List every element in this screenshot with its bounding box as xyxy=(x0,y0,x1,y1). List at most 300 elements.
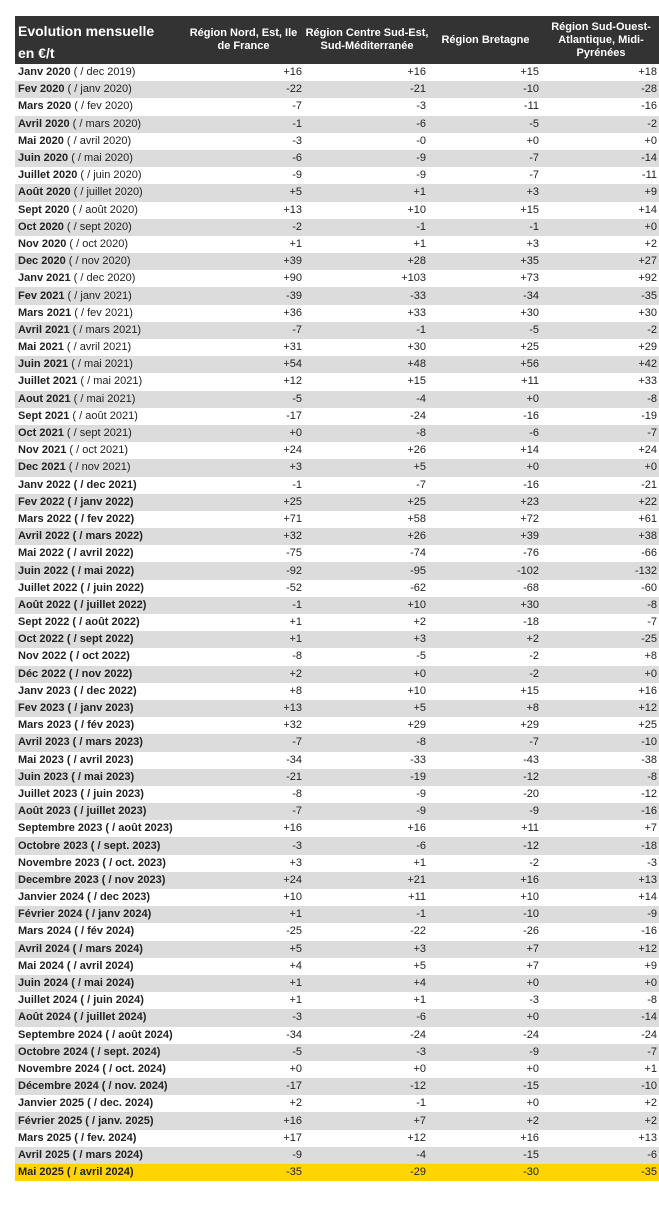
cell-region-sud-ouest: -7 xyxy=(542,425,659,442)
row-previous-period: ( / juillet 2020) xyxy=(70,186,143,199)
cell-region-bretagne: +15 xyxy=(429,64,542,81)
row-month: Mars 2020 xyxy=(18,100,72,113)
cell-region-centre: +48 xyxy=(305,356,429,373)
cell-region-bretagne: +14 xyxy=(429,442,542,459)
cell-region-nord: -7 xyxy=(182,734,305,751)
cell-region-sud-ouest: +18 xyxy=(542,64,659,81)
cell-region-centre: +10 xyxy=(305,683,429,700)
cell-region-nord: +39 xyxy=(182,253,305,270)
row-previous-period: ( / dec 2019) xyxy=(70,66,136,79)
table-row xyxy=(15,666,659,683)
cell-region-centre: -8 xyxy=(305,425,429,442)
cell-region-centre: -95 xyxy=(305,562,429,579)
cell-region-sud-ouest: +12 xyxy=(542,700,659,717)
row-period-label xyxy=(15,820,182,837)
table-row xyxy=(15,562,659,579)
table-row xyxy=(15,253,659,270)
table-body xyxy=(15,64,659,1181)
cell-region-centre: -24 xyxy=(305,1027,429,1044)
cell-region-nord: -17 xyxy=(182,408,305,425)
row-period-label xyxy=(15,133,182,150)
row-month: Nov 2020 xyxy=(18,237,67,250)
cell-region-sud-ouest: +14 xyxy=(542,889,659,906)
table-row xyxy=(15,1061,659,1078)
cell-region-sud-ouest: -14 xyxy=(542,1009,659,1026)
row-period-label xyxy=(15,425,182,442)
cell-region-nord: -39 xyxy=(182,287,305,304)
row-previous-period: ( / oct 2020) xyxy=(66,237,129,250)
cell-region-bretagne: +29 xyxy=(429,717,542,734)
cell-region-sud-ouest: -19 xyxy=(542,408,659,425)
row-previous-period: ( / avril 2021) xyxy=(63,341,132,354)
cell-region-bretagne: -1 xyxy=(429,219,542,236)
cell-region-centre: -3 xyxy=(305,1044,429,1061)
cell-region-nord: -92 xyxy=(182,562,305,579)
cell-region-nord: +2 xyxy=(182,666,305,683)
cell-region-sud-ouest: +8 xyxy=(542,648,659,665)
cell-region-bretagne: -2 xyxy=(429,648,542,665)
cell-region-sud-ouest: -25 xyxy=(542,631,659,648)
cell-region-nord: +1 xyxy=(182,631,305,648)
row-period-label xyxy=(15,889,182,906)
table-row xyxy=(15,614,659,631)
row-month: Dec 2021 xyxy=(18,461,66,474)
row-month: Juin 2024 ( / mai 2024) xyxy=(18,977,135,990)
row-previous-period: ( / mai 2021) xyxy=(70,392,136,405)
row-month: Juin 2021 xyxy=(18,358,69,371)
cell-region-nord: +25 xyxy=(182,494,305,511)
cell-region-centre: +29 xyxy=(305,717,429,734)
row-period-label xyxy=(15,837,182,854)
cell-region-nord: +54 xyxy=(182,356,305,373)
cell-region-nord: +10 xyxy=(182,889,305,906)
table-row xyxy=(15,425,659,442)
cell-region-sud-ouest: +14 xyxy=(542,202,659,219)
row-period-label xyxy=(15,1027,182,1044)
cell-region-sud-ouest: -21 xyxy=(542,477,659,494)
row-period-label xyxy=(15,597,182,614)
row-month: Mars 2024 ( / fév 2024) xyxy=(18,925,135,938)
table-row xyxy=(15,855,659,872)
cell-region-centre: +30 xyxy=(305,339,429,356)
row-period-label xyxy=(15,391,182,408)
row-period-label xyxy=(15,992,182,1009)
table-row xyxy=(15,373,659,390)
row-period-label xyxy=(15,631,182,648)
row-month: Mars 2025 ( / fev. 2024) xyxy=(18,1131,137,1144)
row-month: Mai 2022 ( / avril 2022) xyxy=(18,547,134,560)
row-period-label xyxy=(15,202,182,219)
cell-region-bretagne: -34 xyxy=(429,287,542,304)
cell-region-centre: -5 xyxy=(305,648,429,665)
table-row xyxy=(15,81,659,98)
cell-region-sud-ouest: -66 xyxy=(542,545,659,562)
table-row xyxy=(15,442,659,459)
cell-region-sud-ouest: -10 xyxy=(542,1078,659,1095)
row-period-label xyxy=(15,1095,182,1112)
cell-region-sud-ouest: +9 xyxy=(542,958,659,975)
row-previous-period: ( / sept 2021) xyxy=(63,427,132,440)
header-region-bretagne: Région Bretagne xyxy=(429,16,542,64)
row-period-label xyxy=(15,941,182,958)
row-month: Septembre 2023 ( / août 2023) xyxy=(18,822,173,835)
table-row xyxy=(15,717,659,734)
cell-region-centre: +11 xyxy=(305,889,429,906)
table-row xyxy=(15,167,659,184)
cell-region-centre: -6 xyxy=(305,116,429,133)
cell-region-nord: -1 xyxy=(182,597,305,614)
cell-region-bretagne: -11 xyxy=(429,98,542,115)
cell-region-nord: +13 xyxy=(182,202,305,219)
cell-region-bretagne: +0 xyxy=(429,975,542,992)
cell-region-sud-ouest: -35 xyxy=(542,1164,659,1181)
cell-region-sud-ouest: +2 xyxy=(542,1095,659,1112)
cell-region-bretagne: +10 xyxy=(429,889,542,906)
cell-region-centre: -74 xyxy=(305,545,429,562)
cell-region-centre: +5 xyxy=(305,958,429,975)
cell-region-centre: -4 xyxy=(305,391,429,408)
table-row xyxy=(15,477,659,494)
row-month: Sept 2020 xyxy=(18,203,70,216)
cell-region-sud-ouest: +38 xyxy=(542,528,659,545)
table-row xyxy=(15,391,659,408)
row-previous-period: ( / mars 2021) xyxy=(69,323,142,336)
cell-region-bretagne: +23 xyxy=(429,494,542,511)
header-region-nord: Région Nord, Est, Ile de France xyxy=(182,16,305,64)
cell-region-nord: -34 xyxy=(182,1027,305,1044)
cell-region-centre: +1 xyxy=(305,184,429,201)
row-month: Mars 2023 ( / fév 2023) xyxy=(18,719,135,732)
cell-region-centre: +25 xyxy=(305,494,429,511)
row-previous-period: ( / sept 2020) xyxy=(63,220,132,233)
cell-region-centre: +15 xyxy=(305,373,429,390)
cell-region-bretagne: -16 xyxy=(429,408,542,425)
cell-region-bretagne: +11 xyxy=(429,373,542,390)
row-month: Mai 2023 ( / avril 2023) xyxy=(18,753,134,766)
table-row xyxy=(15,872,659,889)
cell-region-sud-ouest: +2 xyxy=(542,1112,659,1129)
table-row xyxy=(15,648,659,665)
cell-region-nord: -3 xyxy=(182,133,305,150)
row-month: Juillet 2021 xyxy=(18,375,78,388)
table-row xyxy=(15,1009,659,1026)
table-row xyxy=(15,597,659,614)
row-period-label xyxy=(15,1078,182,1095)
cell-region-sud-ouest: +0 xyxy=(542,459,659,476)
cell-region-centre: -1 xyxy=(305,906,429,923)
cell-region-centre: -8 xyxy=(305,734,429,751)
row-period-label xyxy=(15,236,182,253)
table-row xyxy=(15,202,659,219)
table-row xyxy=(15,1027,659,1044)
row-month: Mars 2021 xyxy=(18,306,72,319)
row-month: Janvier 2025 ( / dec. 2024) xyxy=(18,1097,154,1110)
cell-region-centre: -9 xyxy=(305,803,429,820)
row-period-label xyxy=(15,562,182,579)
header-region-centre: Région Centre Sud-Est, Sud-Méditerranée xyxy=(305,16,429,64)
cell-region-nord: -21 xyxy=(182,769,305,786)
cell-region-bretagne: +15 xyxy=(429,202,542,219)
row-month: Novembre 2023 ( / oct. 2023) xyxy=(18,856,166,869)
table-row xyxy=(15,356,659,373)
cell-region-nord: -52 xyxy=(182,580,305,597)
cell-region-bretagne: -15 xyxy=(429,1147,542,1164)
row-period-label xyxy=(15,1009,182,1026)
cell-region-bretagne: +0 xyxy=(429,133,542,150)
cell-region-nord: +5 xyxy=(182,941,305,958)
row-month: Mai 2025 ( / avril 2024) xyxy=(18,1166,134,1179)
cell-region-bretagne: +30 xyxy=(429,597,542,614)
row-month: Juillet 2020 xyxy=(18,169,78,182)
table-row xyxy=(15,408,659,425)
cell-region-sud-ouest: -28 xyxy=(542,81,659,98)
row-period-label xyxy=(15,975,182,992)
cell-region-nord: -35 xyxy=(182,1164,305,1181)
cell-region-sud-ouest: -18 xyxy=(542,837,659,854)
table-row xyxy=(15,184,659,201)
cell-region-sud-ouest: -12 xyxy=(542,786,659,803)
cell-region-bretagne: -12 xyxy=(429,837,542,854)
table-row xyxy=(15,803,659,820)
row-month: Fev 2021 xyxy=(18,289,65,302)
cell-region-nord: -5 xyxy=(182,391,305,408)
table-header xyxy=(15,16,659,64)
cell-region-nord: +32 xyxy=(182,528,305,545)
row-period-label xyxy=(15,752,182,769)
cell-region-bretagne: +0 xyxy=(429,391,542,408)
cell-region-bretagne: -20 xyxy=(429,786,542,803)
cell-region-sud-ouest: +42 xyxy=(542,356,659,373)
cell-region-nord: -1 xyxy=(182,116,305,133)
table-row xyxy=(15,150,659,167)
row-period-label xyxy=(15,81,182,98)
cell-region-centre: +16 xyxy=(305,820,429,837)
header-row xyxy=(15,16,659,64)
row-month: Octobre 2023 ( / sept. 2023) xyxy=(18,839,161,852)
table-row xyxy=(15,236,659,253)
cell-region-nord: +1 xyxy=(182,236,305,253)
table-row xyxy=(15,133,659,150)
cell-region-nord: +1 xyxy=(182,906,305,923)
cell-region-nord: -5 xyxy=(182,1044,305,1061)
cell-region-sud-ouest: -16 xyxy=(542,803,659,820)
cell-region-centre: +21 xyxy=(305,872,429,889)
row-period-label xyxy=(15,442,182,459)
cell-region-nord: +4 xyxy=(182,958,305,975)
cell-region-bretagne: +3 xyxy=(429,236,542,253)
cell-region-sud-ouest: +0 xyxy=(542,975,659,992)
row-previous-period: ( / juin 2020) xyxy=(77,169,142,182)
table-row xyxy=(15,958,659,975)
table-row xyxy=(15,98,659,115)
row-month: Fev 2023 ( / janv 2023) xyxy=(18,702,134,715)
cell-region-centre: +16 xyxy=(305,64,429,81)
row-period-label xyxy=(15,1044,182,1061)
row-period-label xyxy=(15,528,182,545)
table-row xyxy=(15,906,659,923)
cell-region-nord: -17 xyxy=(182,1078,305,1095)
row-period-label xyxy=(15,1061,182,1078)
row-month: Dec 2020 xyxy=(18,255,66,268)
row-month: Août 2024 ( / juillet 2024) xyxy=(18,1011,147,1024)
row-period-label xyxy=(15,700,182,717)
table-row xyxy=(15,1164,659,1181)
cell-region-centre: +33 xyxy=(305,305,429,322)
cell-region-nord: +16 xyxy=(182,820,305,837)
cell-region-centre: -19 xyxy=(305,769,429,786)
cell-region-nord: -7 xyxy=(182,98,305,115)
cell-region-sud-ouest: -2 xyxy=(542,116,659,133)
cell-region-nord: +5 xyxy=(182,184,305,201)
cell-region-sud-ouest: +13 xyxy=(542,1130,659,1147)
row-month: Sept 2022 ( / août 2022) xyxy=(18,616,140,629)
cell-region-centre: -6 xyxy=(305,1009,429,1026)
cell-region-sud-ouest: -9 xyxy=(542,906,659,923)
cell-region-centre: +10 xyxy=(305,597,429,614)
cell-region-nord: +0 xyxy=(182,425,305,442)
table-row xyxy=(15,116,659,133)
cell-region-bretagne: -2 xyxy=(429,855,542,872)
cell-region-bretagne: -10 xyxy=(429,906,542,923)
row-month: Juin 2023 ( / mai 2023) xyxy=(18,770,135,783)
row-month: Mars 2022 ( / fev 2022) xyxy=(18,512,135,525)
row-month: Nov 2021 xyxy=(18,444,67,457)
row-month: Avril 2021 xyxy=(18,323,70,336)
table-row xyxy=(15,700,659,717)
cell-region-sud-ouest: +7 xyxy=(542,820,659,837)
cell-region-bretagne: +2 xyxy=(429,1112,542,1129)
cell-region-centre: -29 xyxy=(305,1164,429,1181)
row-period-label xyxy=(15,64,182,81)
cell-region-centre: -9 xyxy=(305,786,429,803)
cell-region-centre: +4 xyxy=(305,975,429,992)
cell-region-bretagne: +0 xyxy=(429,1095,542,1112)
cell-region-sud-ouest: -35 xyxy=(542,287,659,304)
table-row xyxy=(15,992,659,1009)
cell-region-sud-ouest: -132 xyxy=(542,562,659,579)
cell-region-bretagne: -5 xyxy=(429,116,542,133)
table-row xyxy=(15,494,659,511)
table-row xyxy=(15,941,659,958)
row-period-label xyxy=(15,408,182,425)
row-month: Avril 2022 ( / mars 2022) xyxy=(18,530,143,543)
cell-region-bretagne: -2 xyxy=(429,666,542,683)
cell-region-sud-ouest: +12 xyxy=(542,941,659,958)
row-month: Mai 2024 ( / avril 2024) xyxy=(18,959,134,972)
row-month: Aout 2021 xyxy=(18,392,71,405)
cell-region-bretagne: -18 xyxy=(429,614,542,631)
cell-region-nord: -1 xyxy=(182,477,305,494)
cell-region-sud-ouest: -60 xyxy=(542,580,659,597)
cell-region-nord: +16 xyxy=(182,64,305,81)
row-period-label xyxy=(15,150,182,167)
cell-region-nord: -2 xyxy=(182,219,305,236)
cell-region-nord: -8 xyxy=(182,648,305,665)
cell-region-nord: +3 xyxy=(182,855,305,872)
cell-region-centre: -22 xyxy=(305,923,429,940)
cell-region-bretagne: -3 xyxy=(429,992,542,1009)
row-period-label xyxy=(15,580,182,597)
row-period-label xyxy=(15,614,182,631)
table-row xyxy=(15,923,659,940)
cell-region-centre: -4 xyxy=(305,1147,429,1164)
cell-region-centre: -0 xyxy=(305,133,429,150)
row-previous-period: ( / janv 2021) xyxy=(64,289,132,302)
cell-region-sud-ouest: -16 xyxy=(542,98,659,115)
table-row xyxy=(15,1078,659,1095)
cell-region-nord: -22 xyxy=(182,81,305,98)
cell-region-sud-ouest: -3 xyxy=(542,855,659,872)
cell-region-nord: +71 xyxy=(182,511,305,528)
cell-region-sud-ouest: +1 xyxy=(542,1061,659,1078)
cell-region-centre: +26 xyxy=(305,442,429,459)
cell-region-centre: -6 xyxy=(305,837,429,854)
table-row xyxy=(15,734,659,751)
table-row xyxy=(15,752,659,769)
cell-region-nord: -7 xyxy=(182,803,305,820)
cell-region-sud-ouest: +0 xyxy=(542,666,659,683)
cell-region-nord: -6 xyxy=(182,150,305,167)
cell-region-bretagne: +30 xyxy=(429,305,542,322)
price-evolution-table xyxy=(15,16,659,1181)
cell-region-bretagne: +0 xyxy=(429,1009,542,1026)
cell-region-centre: +5 xyxy=(305,459,429,476)
cell-region-bretagne: +56 xyxy=(429,356,542,373)
row-previous-period: ( / nov 2021) xyxy=(65,461,131,474)
cell-region-bretagne: +16 xyxy=(429,1130,542,1147)
cell-region-sud-ouest: -8 xyxy=(542,391,659,408)
row-month: Février 2024 ( / janv 2024) xyxy=(18,908,152,921)
row-month: Août 2020 xyxy=(18,186,71,199)
row-period-label xyxy=(15,872,182,889)
cell-region-bretagne: +35 xyxy=(429,253,542,270)
cell-region-centre: -12 xyxy=(305,1078,429,1095)
row-period-label xyxy=(15,666,182,683)
row-month: Août 2023 ( / juillet 2023) xyxy=(18,805,147,818)
cell-region-sud-ouest: +22 xyxy=(542,494,659,511)
row-previous-period: ( / août 2021) xyxy=(69,409,138,422)
row-period-label xyxy=(15,219,182,236)
cell-region-centre: +1 xyxy=(305,236,429,253)
cell-region-nord: +16 xyxy=(182,1112,305,1129)
cell-region-bretagne: +72 xyxy=(429,511,542,528)
row-period-label xyxy=(15,98,182,115)
table-row xyxy=(15,683,659,700)
table-row xyxy=(15,1095,659,1112)
row-month: Mai 2020 xyxy=(18,134,64,147)
cell-region-centre: +2 xyxy=(305,614,429,631)
cell-region-nord: +90 xyxy=(182,270,305,287)
cell-region-bretagne: +15 xyxy=(429,683,542,700)
cell-region-bretagne: -6 xyxy=(429,425,542,442)
cell-region-bretagne: +3 xyxy=(429,184,542,201)
cell-region-bretagne: +73 xyxy=(429,270,542,287)
row-month: Janv 2021 xyxy=(18,272,71,285)
cell-region-nord: -75 xyxy=(182,545,305,562)
row-period-label xyxy=(15,803,182,820)
row-previous-period: ( / janv 2020) xyxy=(64,83,132,96)
cell-region-sud-ouest: +9 xyxy=(542,184,659,201)
cell-region-bretagne: -12 xyxy=(429,769,542,786)
cell-region-bretagne: +7 xyxy=(429,958,542,975)
cell-region-sud-ouest: +24 xyxy=(542,442,659,459)
cell-region-sud-ouest: +33 xyxy=(542,373,659,390)
cell-region-nord: -3 xyxy=(182,1009,305,1026)
cell-region-sud-ouest: -7 xyxy=(542,1044,659,1061)
table-row xyxy=(15,975,659,992)
row-period-label xyxy=(15,167,182,184)
row-previous-period: ( / mai 2020) xyxy=(68,152,133,165)
